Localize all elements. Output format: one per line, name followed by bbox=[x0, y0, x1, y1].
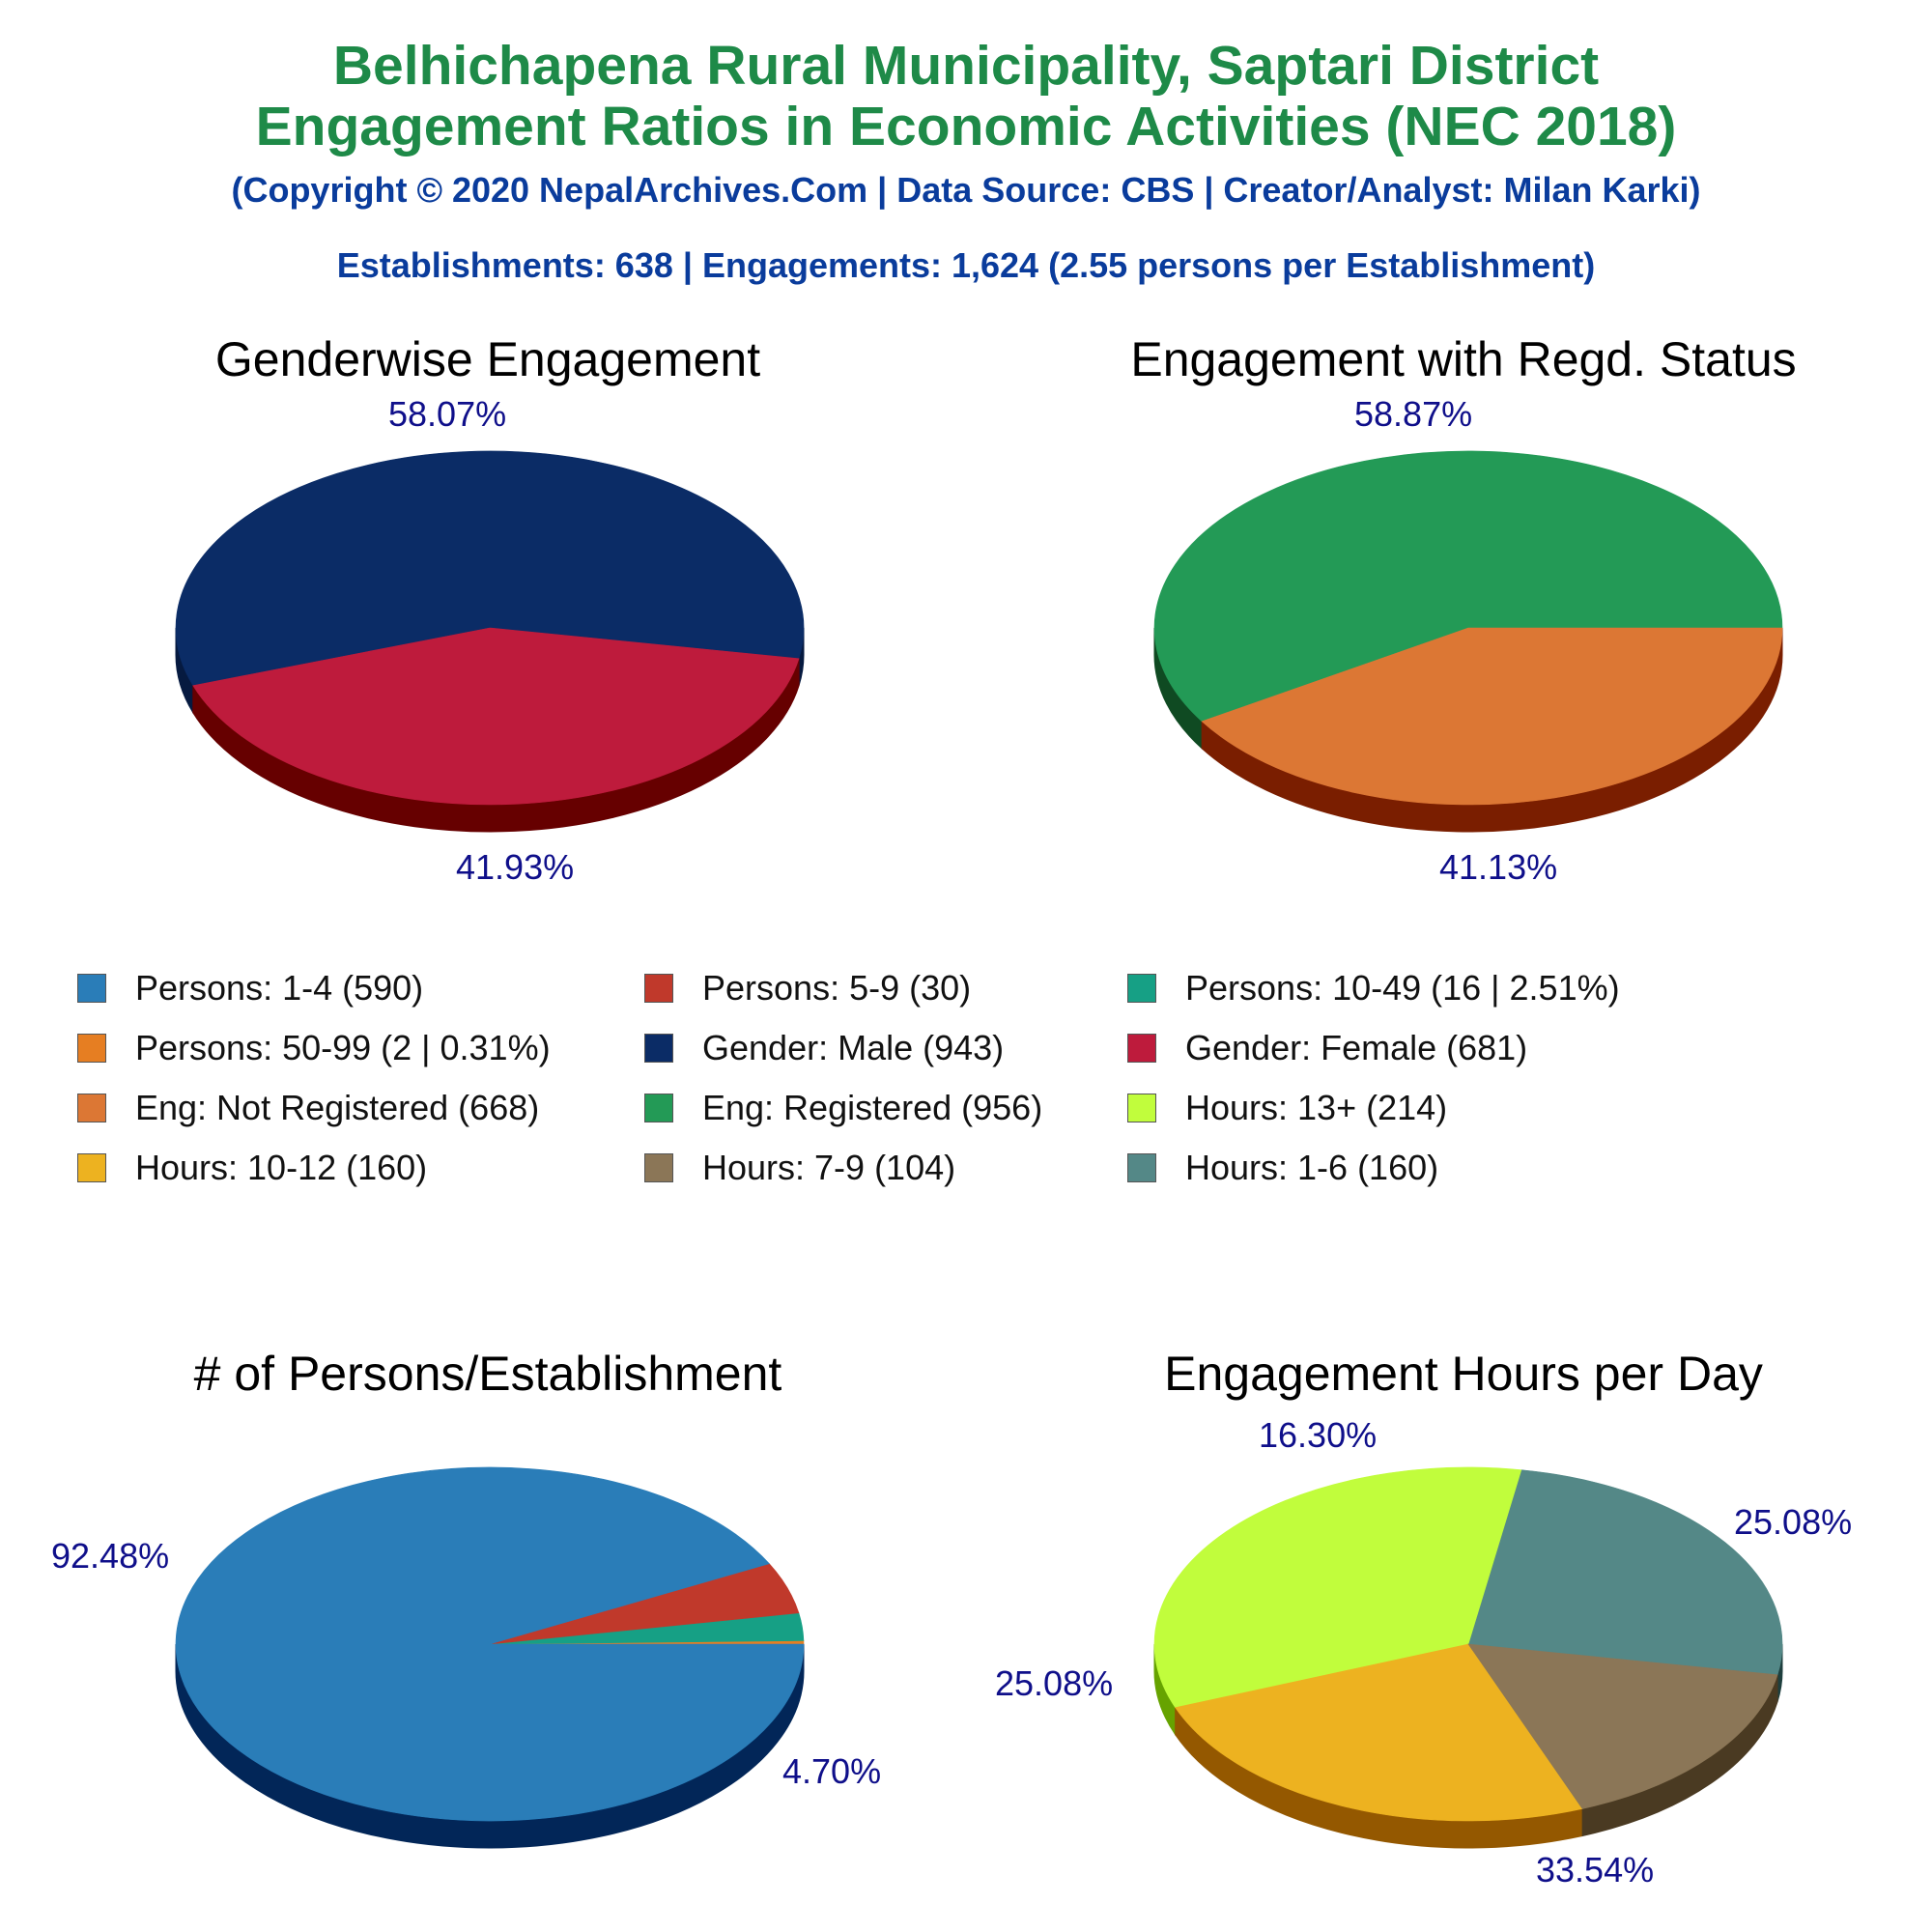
legend-label: Hours: 1-6 (160) bbox=[1185, 1148, 1439, 1187]
legend-item bbox=[77, 1089, 539, 1127]
legend-label: Hours: 10-12 (160) bbox=[135, 1148, 428, 1187]
legend-swatch bbox=[1127, 1153, 1156, 1182]
pct-label-hours-10-12: 25.08% bbox=[995, 1663, 1114, 1703]
legend-label: Eng: Not Registered (668) bbox=[135, 1088, 540, 1127]
legend-item bbox=[77, 1149, 427, 1187]
legend-item bbox=[1127, 1089, 1447, 1127]
pct-label-hours-1-6: 25.08% bbox=[1734, 1502, 1853, 1542]
legend-swatch bbox=[644, 974, 673, 1003]
legend-swatch bbox=[1127, 1094, 1156, 1122]
pie-1 bbox=[1154, 451, 1782, 832]
legend-label: Eng: Registered (956) bbox=[702, 1088, 1043, 1127]
pie-slice bbox=[1468, 1470, 1782, 1675]
chart-title-persons: # of Persons/Establishment bbox=[193, 1347, 782, 1401]
legend-label: Hours: 13+ (214) bbox=[1185, 1088, 1448, 1127]
chart-title-registration: Engagement with Regd. Status bbox=[1130, 332, 1797, 386]
title-line-2: Engagement Ratios in Economic Activities (NEC 2018) bbox=[255, 96, 1677, 157]
legend-label: Gender: Female (681) bbox=[1185, 1028, 1528, 1067]
pct-label-registered: 58.87% bbox=[1354, 394, 1473, 434]
summary-line: Establishments: 638 | Engagements: 1,624 (2.55 persons per Establishment) bbox=[336, 245, 1596, 285]
legend-label: Persons: 5-9 (30) bbox=[702, 968, 972, 1008]
legend-swatch bbox=[644, 1034, 673, 1063]
legend-label: Gender: Male (943) bbox=[702, 1028, 1005, 1067]
chart-title-gender: Genderwise Engagement bbox=[214, 332, 761, 386]
copyright-line: (Copyright © 2020 NepalArchives.Com | Data Source: CBS | Creator/Analyst: Milan Karki) bbox=[231, 170, 1701, 210]
legend-label: Persons: 50-99 (2 | 0.31%) bbox=[135, 1028, 551, 1067]
pie-2 bbox=[176, 1467, 804, 1848]
pct-label-hours-7-9: 16.30% bbox=[1259, 1415, 1378, 1455]
pct-label-male: 58.07% bbox=[388, 394, 507, 434]
pct-label-hours-13plus: 33.54% bbox=[1536, 1850, 1655, 1889]
legend-swatch bbox=[1127, 1034, 1156, 1063]
legend-item bbox=[644, 1089, 1042, 1127]
legend-item bbox=[77, 1029, 551, 1067]
legend-item bbox=[644, 1149, 955, 1187]
legend-swatch bbox=[644, 1094, 673, 1122]
legend-label: Hours: 7-9 (104) bbox=[702, 1148, 956, 1187]
chart-title-hours: Engagement Hours per Day bbox=[1164, 1347, 1763, 1401]
legend-label: Persons: 1-4 (590) bbox=[135, 968, 424, 1008]
legend-swatch bbox=[77, 1094, 106, 1122]
legend-item bbox=[1127, 1149, 1438, 1187]
legend-swatch bbox=[77, 974, 106, 1003]
title-line-1: Belhichapena Rural Municipality, Saptari District bbox=[332, 35, 1600, 97]
pct-label-female: 41.93% bbox=[456, 847, 575, 887]
pie-3 bbox=[1154, 1467, 1782, 1848]
pct-label-persons-1-4: 92.48% bbox=[51, 1536, 170, 1576]
legend-swatch bbox=[77, 1153, 106, 1182]
legend-swatch bbox=[1127, 974, 1156, 1003]
legend-swatch bbox=[644, 1153, 673, 1182]
pie-slice bbox=[176, 1467, 804, 1821]
pie-0 bbox=[176, 451, 804, 832]
legend-item bbox=[1127, 1029, 1527, 1067]
legend-label: Persons: 10-49 (16 | 2.51%) bbox=[1185, 968, 1620, 1008]
legend-item bbox=[644, 1029, 1004, 1067]
legend-item bbox=[644, 969, 971, 1008]
pct-label-persons-5-9: 4.70% bbox=[782, 1751, 882, 1791]
legend-item bbox=[77, 969, 423, 1008]
legend-swatch bbox=[77, 1034, 106, 1063]
legend-item bbox=[1127, 969, 1620, 1008]
pct-label-not-registered: 41.13% bbox=[1439, 847, 1558, 887]
